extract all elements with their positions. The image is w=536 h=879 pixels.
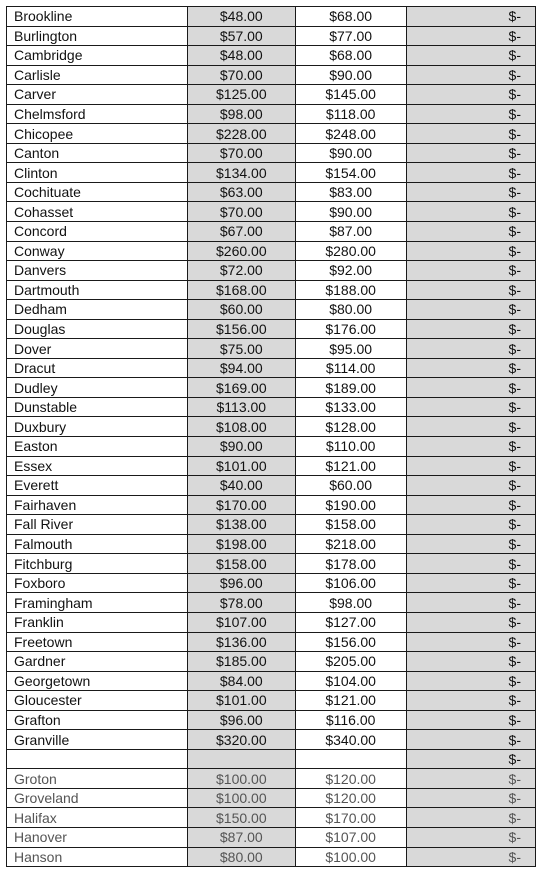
town-cell: Carver: [7, 85, 188, 105]
town-cell: Conway: [7, 241, 188, 261]
rate-a-cell: $113.00: [187, 397, 295, 417]
rate-c-cell: $-: [406, 26, 535, 46]
rate-c-cell: $-: [406, 769, 535, 789]
table-row: [7, 652, 536, 672]
rate-c-cell: $-: [406, 182, 535, 202]
rate-c-cell: $-: [406, 437, 535, 457]
rate-b-cell: $218.00: [295, 534, 406, 554]
town-cell: Fitchburg: [7, 554, 188, 574]
table-row: [7, 788, 536, 808]
rate-c-cell: $-: [406, 7, 535, 27]
rate-c-cell: $-: [406, 222, 535, 242]
rate-b-cell: $90.00: [295, 65, 406, 85]
rate-a-cell: [187, 749, 295, 769]
table-row: [7, 339, 536, 359]
rate-b-cell: $145.00: [295, 85, 406, 105]
town-cell: Gardner: [7, 652, 188, 672]
table-row: [7, 612, 536, 632]
table-row: [7, 182, 536, 202]
town-cell: Franklin: [7, 612, 188, 632]
town-cell: Cohasset: [7, 202, 188, 222]
town-cell: Georgetown: [7, 671, 188, 691]
town-cell: Granville: [7, 730, 188, 750]
town-cell: Everett: [7, 476, 188, 496]
table-row: [7, 26, 536, 46]
town-cell: Dunstable: [7, 397, 188, 417]
rate-b-cell: $189.00: [295, 378, 406, 398]
table-row: [7, 143, 536, 163]
rate-b-cell: $178.00: [295, 554, 406, 574]
rate-a-cell: $150.00: [187, 808, 295, 828]
rate-b-cell: $60.00: [295, 476, 406, 496]
rate-a-cell: $60.00: [187, 300, 295, 320]
town-cell: Burlington: [7, 26, 188, 46]
rate-b-cell: $68.00: [295, 46, 406, 66]
rate-a-cell: $136.00: [187, 632, 295, 652]
rate-c-cell: $-: [406, 397, 535, 417]
rate-a-cell: $78.00: [187, 593, 295, 613]
rate-a-cell: $96.00: [187, 573, 295, 593]
rate-b-cell: $77.00: [295, 26, 406, 46]
table-row: [7, 808, 536, 828]
town-cell: Clinton: [7, 163, 188, 183]
rate-c-cell: $-: [406, 476, 535, 496]
table-row: [7, 534, 536, 554]
rate-c-cell: $-: [406, 378, 535, 398]
rate-a-cell: $48.00: [187, 46, 295, 66]
rate-b-cell: $121.00: [295, 456, 406, 476]
table-row: [7, 437, 536, 457]
rate-a-cell: $320.00: [187, 730, 295, 750]
rate-b-cell: $83.00: [295, 182, 406, 202]
table-row: [7, 691, 536, 711]
table-row: [7, 593, 536, 613]
table-row: [7, 730, 536, 750]
rate-c-cell: $-: [406, 163, 535, 183]
rate-c-cell: $-: [406, 691, 535, 711]
rate-c-cell: $-: [406, 808, 535, 828]
rate-c-cell: $-: [406, 593, 535, 613]
rate-a-cell: $156.00: [187, 319, 295, 339]
table-row: [7, 280, 536, 300]
rate-a-cell: $125.00: [187, 85, 295, 105]
rate-a-cell: $96.00: [187, 710, 295, 730]
rate-a-cell: $40.00: [187, 476, 295, 496]
table-row: [7, 378, 536, 398]
rate-a-cell: $185.00: [187, 652, 295, 672]
rate-a-cell: $70.00: [187, 65, 295, 85]
town-cell: Fairhaven: [7, 495, 188, 515]
rate-c-cell: $-: [406, 358, 535, 378]
town-cell: Danvers: [7, 261, 188, 281]
rate-b-cell: $156.00: [295, 632, 406, 652]
rate-b-cell: $98.00: [295, 593, 406, 613]
rate-b-cell: $95.00: [295, 339, 406, 359]
rate-c-cell: $-: [406, 261, 535, 281]
town-cell: Falmouth: [7, 534, 188, 554]
table-row: [7, 749, 536, 769]
table-row: [7, 124, 536, 144]
rate-b-cell: $92.00: [295, 261, 406, 281]
table-row: [7, 222, 536, 242]
rate-b-cell: $80.00: [295, 300, 406, 320]
table-row: [7, 476, 536, 496]
table-row: [7, 827, 536, 847]
rate-b-cell: $127.00: [295, 612, 406, 632]
rate-c-cell: $-: [406, 632, 535, 652]
table-row: [7, 358, 536, 378]
town-cell: Cambridge: [7, 46, 188, 66]
rate-b-cell: $68.00: [295, 7, 406, 27]
rate-c-cell: $-: [406, 124, 535, 144]
town-cell: Carlisle: [7, 65, 188, 85]
rate-a-cell: $90.00: [187, 437, 295, 457]
town-cell: Cochituate: [7, 182, 188, 202]
rate-b-cell: $190.00: [295, 495, 406, 515]
rate-b-cell: $280.00: [295, 241, 406, 261]
rate-c-cell: $-: [406, 319, 535, 339]
table-row: [7, 202, 536, 222]
rate-c-cell: $-: [406, 612, 535, 632]
rate-a-cell: $170.00: [187, 495, 295, 515]
rate-c-cell: $-: [406, 671, 535, 691]
rate-b-cell: $205.00: [295, 652, 406, 672]
table-row: [7, 847, 536, 867]
rate-a-cell: $100.00: [187, 788, 295, 808]
rate-c-cell: $-: [406, 300, 535, 320]
table-row: [7, 554, 536, 574]
table-row: [7, 7, 536, 27]
rate-b-cell: $121.00: [295, 691, 406, 711]
rate-c-cell: $-: [406, 46, 535, 66]
rate-b-cell: $154.00: [295, 163, 406, 183]
rate-b-cell: $118.00: [295, 104, 406, 124]
rate-c-cell: $-: [406, 339, 535, 359]
rate-a-cell: $84.00: [187, 671, 295, 691]
rate-c-cell: $-: [406, 573, 535, 593]
rate-b-cell: $90.00: [295, 202, 406, 222]
rate-b-cell: $110.00: [295, 437, 406, 457]
town-cell: Dartmouth: [7, 280, 188, 300]
town-cell: Chicopee: [7, 124, 188, 144]
rate-b-cell: $158.00: [295, 515, 406, 535]
rate-b-cell: $100.00: [295, 847, 406, 867]
table-row: [7, 632, 536, 652]
rate-c-cell: $-: [406, 730, 535, 750]
rate-b-cell: $106.00: [295, 573, 406, 593]
rate-a-cell: $63.00: [187, 182, 295, 202]
rate-c-cell: $-: [406, 104, 535, 124]
rate-a-cell: $101.00: [187, 456, 295, 476]
rate-a-cell: $48.00: [187, 7, 295, 27]
rates-table-body: [7, 7, 536, 867]
rate-b-cell: $170.00: [295, 808, 406, 828]
town-cell: Groveland: [7, 788, 188, 808]
rate-c-cell: $-: [406, 534, 535, 554]
rate-c-cell: $-: [406, 847, 535, 867]
rate-a-cell: $108.00: [187, 417, 295, 437]
rate-c-cell: $-: [406, 280, 535, 300]
rate-a-cell: $198.00: [187, 534, 295, 554]
table-row: [7, 495, 536, 515]
town-cell: Hanson: [7, 847, 188, 867]
town-cell: Groton: [7, 769, 188, 789]
rate-c-cell: $-: [406, 710, 535, 730]
rate-c-cell: $-: [406, 554, 535, 574]
town-cell: Easton: [7, 437, 188, 457]
rate-b-cell: $116.00: [295, 710, 406, 730]
rate-b-cell: $87.00: [295, 222, 406, 242]
table-row: [7, 769, 536, 789]
town-cell: Douglas: [7, 319, 188, 339]
rate-b-cell: $248.00: [295, 124, 406, 144]
rate-c-cell: $-: [406, 143, 535, 163]
town-cell: Halifax: [7, 808, 188, 828]
rate-a-cell: $168.00: [187, 280, 295, 300]
town-cell: Essex: [7, 456, 188, 476]
rates-table: [6, 6, 536, 867]
rate-a-cell: $228.00: [187, 124, 295, 144]
table-row: [7, 710, 536, 730]
town-cell: [7, 749, 188, 769]
town-cell: Chelmsford: [7, 104, 188, 124]
town-cell: Dover: [7, 339, 188, 359]
table-row: [7, 65, 536, 85]
rate-b-cell: $107.00: [295, 827, 406, 847]
rate-a-cell: $101.00: [187, 691, 295, 711]
rate-c-cell: $-: [406, 417, 535, 437]
town-cell: Dedham: [7, 300, 188, 320]
rate-a-cell: $67.00: [187, 222, 295, 242]
town-cell: Dracut: [7, 358, 188, 378]
town-cell: Canton: [7, 143, 188, 163]
town-cell: Framingham: [7, 593, 188, 613]
rate-a-cell: $138.00: [187, 515, 295, 535]
town-cell: Grafton: [7, 710, 188, 730]
rate-a-cell: $169.00: [187, 378, 295, 398]
rate-c-cell: $-: [406, 65, 535, 85]
table-row: [7, 671, 536, 691]
rate-b-cell: $114.00: [295, 358, 406, 378]
rate-b-cell: $188.00: [295, 280, 406, 300]
rate-c-cell: $-: [406, 515, 535, 535]
rate-a-cell: $98.00: [187, 104, 295, 124]
rate-b-cell: $90.00: [295, 143, 406, 163]
town-cell: Foxboro: [7, 573, 188, 593]
rate-a-cell: $107.00: [187, 612, 295, 632]
table-row: [7, 85, 536, 105]
table-row: [7, 261, 536, 281]
rate-a-cell: $75.00: [187, 339, 295, 359]
town-cell: Fall River: [7, 515, 188, 535]
rate-a-cell: $158.00: [187, 554, 295, 574]
rate-a-cell: $72.00: [187, 261, 295, 281]
rate-a-cell: $260.00: [187, 241, 295, 261]
rate-b-cell: $128.00: [295, 417, 406, 437]
rate-b-cell: $133.00: [295, 397, 406, 417]
town-cell: Brookline: [7, 7, 188, 27]
town-cell: Freetown: [7, 632, 188, 652]
rate-a-cell: $94.00: [187, 358, 295, 378]
table-row: [7, 456, 536, 476]
rate-a-cell: $100.00: [187, 769, 295, 789]
rate-b-cell: $120.00: [295, 769, 406, 789]
table-row: [7, 163, 536, 183]
table-row: [7, 104, 536, 124]
rate-a-cell: $87.00: [187, 827, 295, 847]
table-row: [7, 319, 536, 339]
table-row: [7, 241, 536, 261]
rate-a-cell: $70.00: [187, 202, 295, 222]
table-row: [7, 417, 536, 437]
rate-a-cell: $70.00: [187, 143, 295, 163]
town-cell: Hanover: [7, 827, 188, 847]
rate-a-cell: $80.00: [187, 847, 295, 867]
rate-b-cell: $176.00: [295, 319, 406, 339]
rate-b-cell: $104.00: [295, 671, 406, 691]
rate-c-cell: $-: [406, 495, 535, 515]
town-cell: Dudley: [7, 378, 188, 398]
rate-a-cell: $57.00: [187, 26, 295, 46]
table-row: [7, 300, 536, 320]
town-cell: Duxbury: [7, 417, 188, 437]
rate-c-cell: $-: [406, 827, 535, 847]
town-cell: Gloucester: [7, 691, 188, 711]
rate-a-cell: $134.00: [187, 163, 295, 183]
rate-c-cell: $-: [406, 456, 535, 476]
rate-c-cell: $-: [406, 749, 535, 769]
rate-c-cell: $-: [406, 202, 535, 222]
rate-b-cell: [295, 749, 406, 769]
rate-c-cell: $-: [406, 85, 535, 105]
rate-c-cell: $-: [406, 241, 535, 261]
table-row: [7, 397, 536, 417]
rate-c-cell: $-: [406, 652, 535, 672]
town-cell: Concord: [7, 222, 188, 242]
table-row: [7, 573, 536, 593]
table-row: [7, 46, 536, 66]
rate-c-cell: $-: [406, 788, 535, 808]
rate-b-cell: $340.00: [295, 730, 406, 750]
rate-b-cell: $120.00: [295, 788, 406, 808]
table-row: [7, 515, 536, 535]
